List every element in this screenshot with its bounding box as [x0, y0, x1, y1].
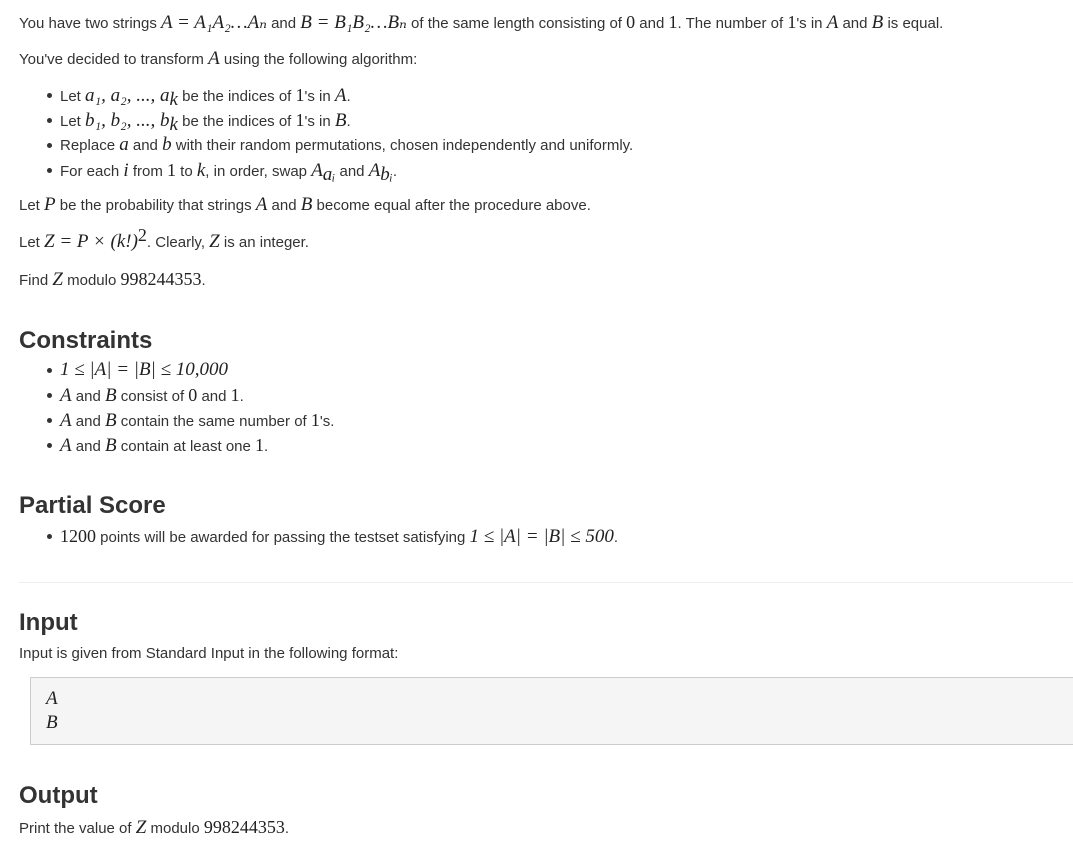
- math: A: [826, 12, 839, 33]
- list-item: 1 ≤ |A| = |B| ≤ 10,000: [60, 360, 334, 385]
- math: 1: [787, 12, 797, 32]
- math: B: [871, 12, 884, 33]
- text: of the same length consisting of: [406, 15, 627, 32]
- algorithm-steps: [0, 85, 633, 185]
- math: A: [208, 48, 220, 69]
- list-item: Replace a and b with their random permutations, chosen independently and uniformly.: [60, 135, 633, 160]
- math: A = A₁A₂…Aₙ: [161, 12, 267, 33]
- algorithm-intro: [19, 49, 417, 70]
- probability-paragraph: Let P be the probability that strings A and B become equal after the procedure above.: [19, 194, 591, 215]
- partial-score-heading: Partial Score: [19, 492, 166, 519]
- input-format-block: [30, 677, 1073, 745]
- text: is equal.: [883, 15, 944, 32]
- input-format-line: B: [46, 712, 58, 733]
- input-description: Input is given from Standard Input in the following format:: [19, 645, 399, 662]
- text: using the following algorithm:: [219, 51, 418, 68]
- list-item: For each i from 1 to k, in order, swap $A_{aᵢ}$ and $A_{bᵢ}$.: [60, 160, 633, 185]
- math: 0: [626, 12, 636, 32]
- input-heading: Input: [19, 609, 78, 636]
- list-item: A and B consist of 0 and 1.: [60, 385, 334, 410]
- constraints-list: [0, 360, 334, 460]
- list-item: Let b₁, b₂, ..., $b_k$ be the indices of 1's in B.: [60, 110, 633, 135]
- list-item: A and B contain at least one 1.: [60, 435, 334, 460]
- task-paragraph: Find Z modulo 998244353.: [19, 269, 206, 290]
- constraints-heading: Constraints: [19, 327, 153, 354]
- input-format-line: A: [46, 688, 58, 709]
- text: 's in: [796, 15, 827, 32]
- partial-score-list: [0, 526, 618, 551]
- text: and: [266, 15, 301, 32]
- list-item: A and B contain the same number of 1's.: [60, 410, 334, 435]
- output-heading: Output: [19, 782, 98, 809]
- list-item: Let a₁, a₂, ..., $a_k$ be the indices of 1's in A.: [60, 85, 633, 110]
- math: B = B₁B₂…Bₙ: [300, 12, 407, 33]
- list-item: 1200 points will be awarded for passing the testset satisfying 1 ≤ |A| = |B| ≤ 500.: [60, 526, 618, 551]
- text: . The number of: [677, 15, 788, 32]
- z-definition: Let $Z = P \times (k!)^2$. Clearly, Z is an integer.: [19, 225, 309, 252]
- text: and: [635, 15, 669, 32]
- intro-paragraph: [19, 12, 943, 34]
- text: You have two strings: [19, 15, 162, 32]
- output-description: Print the value of Z modulo 998244353.: [19, 817, 290, 838]
- section-divider: [19, 582, 1073, 583]
- text: and: [838, 15, 872, 32]
- text: You've decided to transform: [19, 51, 209, 68]
- math: 1: [668, 12, 678, 32]
